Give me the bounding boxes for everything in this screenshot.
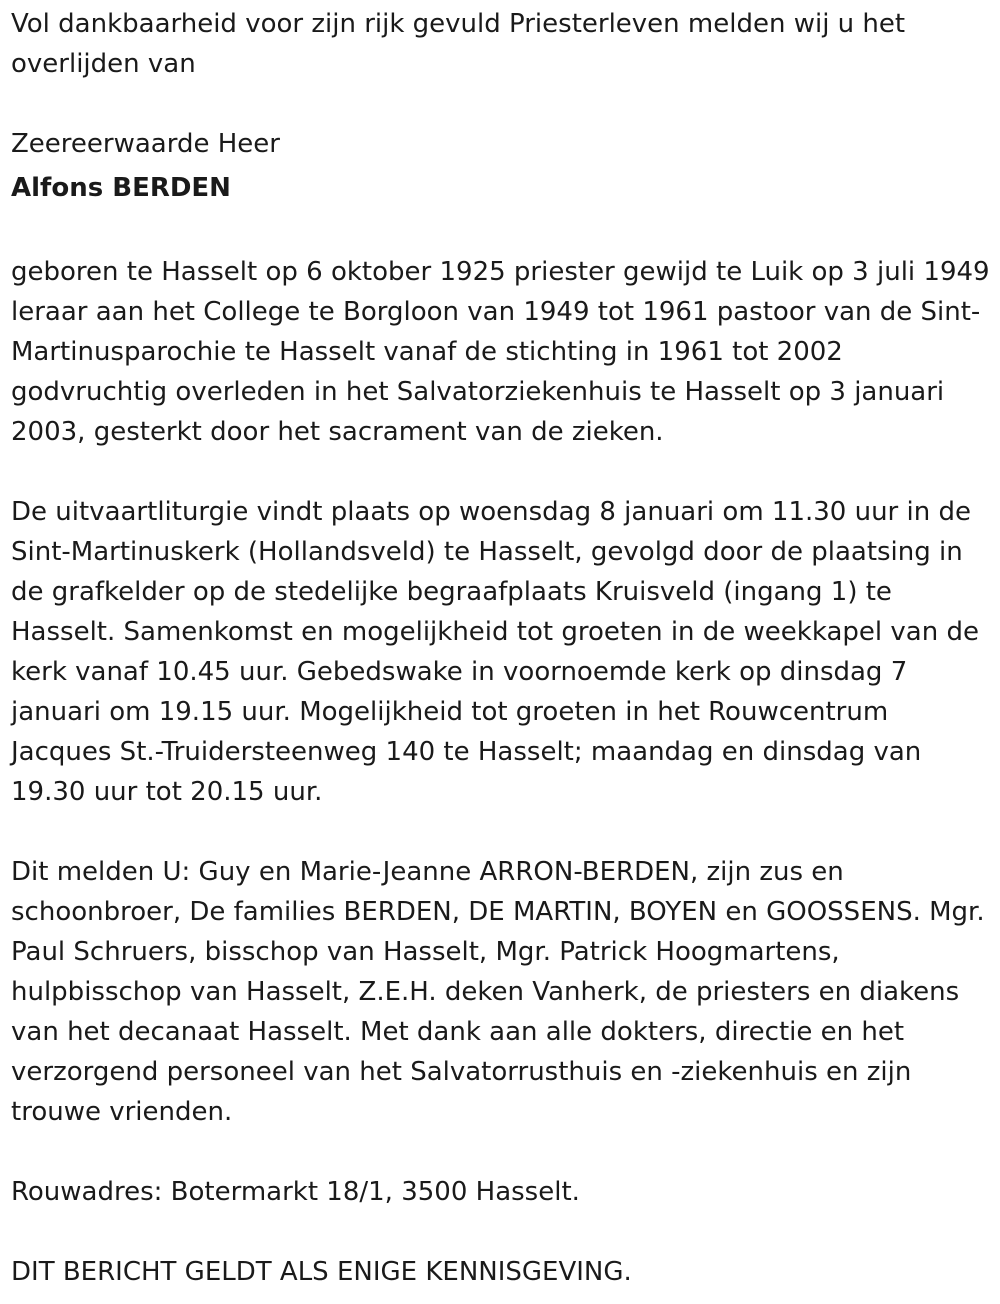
mourning-address: Rouwadres: Botermarkt 18/1, 3500 Hasselt. (11, 1177, 580, 1207)
funeral-details: De uitvaartliturgie vindt plaats op woensdag 8 januari om 11.30 uur in de Sint-Martinuskerk (Hollandsveld) te Hasselt, gevolgd door de plaatsing in de grafkelder op de stedelijke begraafplaats Kruisveld (ingang 1) te Hasselt. Samenkomst en mogelijkheid tot groeten in de weekkapel van de kerk vanaf 10.45 uur. Gebedswake in voornoemde kerk op dinsdag 7 januari om 19.15 uur. Mogelijkheid tot groeten in het Rouwcentrum Jacques St.-Truidersteenweg 140 te Hasselt; maandag en dinsdag van 19.30 uur tot 20.15 uur. (11, 497, 979, 807)
closing-statement: DIT BERICHT GELDT ALS ENIGE KENNISGEVING. (11, 1257, 632, 1287)
spacer (11, 1212, 991, 1252)
spacer (11, 1132, 991, 1172)
spacer (11, 452, 991, 492)
honorific-title: Zeereerwaarde Heer (11, 129, 280, 159)
spacer (11, 212, 991, 252)
spacer (11, 812, 991, 852)
announcers-text: Dit melden U: Guy en Marie-Jeanne ARRON-BERDEN, zijn zus en schoonbroer, De families BERDEN, DE MARTIN, BOYEN en GOOSSENS. Mgr. Paul Schruers, bisschop van Hasselt, Mgr. Patrick Hoogmartens, hulpbisschop van Hasselt, Z.E.H. deken Vanherk, de priesters en diakens van het decanaat Hasselt. Met dank aan alle dokters, directie en het verzorgend personeel van het Salvatorrusthuis en -ziekenhuis en zijn trouwe vrienden. (11, 857, 985, 1127)
intro-text: Vol dankbaarheid voor zijn rijk gevuld Priesterleven melden wij u het overlijden van (11, 9, 906, 79)
deceased-name: Alfons BERDEN (11, 173, 231, 203)
spacer (11, 84, 991, 124)
biography-text: geboren te Hasselt op 6 oktober 1925 priester gewijd te Luik op 3 juli 1949 leraar aan het College te Borgloon van 1949 tot 1961 pastoor van de Sint-Martinusparochie te Hasselt vanaf de stichting in 1961 tot 2002 godvruchtig overleden in het Salvatorziekenhuis te Hasselt op 3 januari 2003, gesterkt door het sacrament van de zieken. (11, 257, 990, 447)
death-notice (11, 4, 991, 1292)
